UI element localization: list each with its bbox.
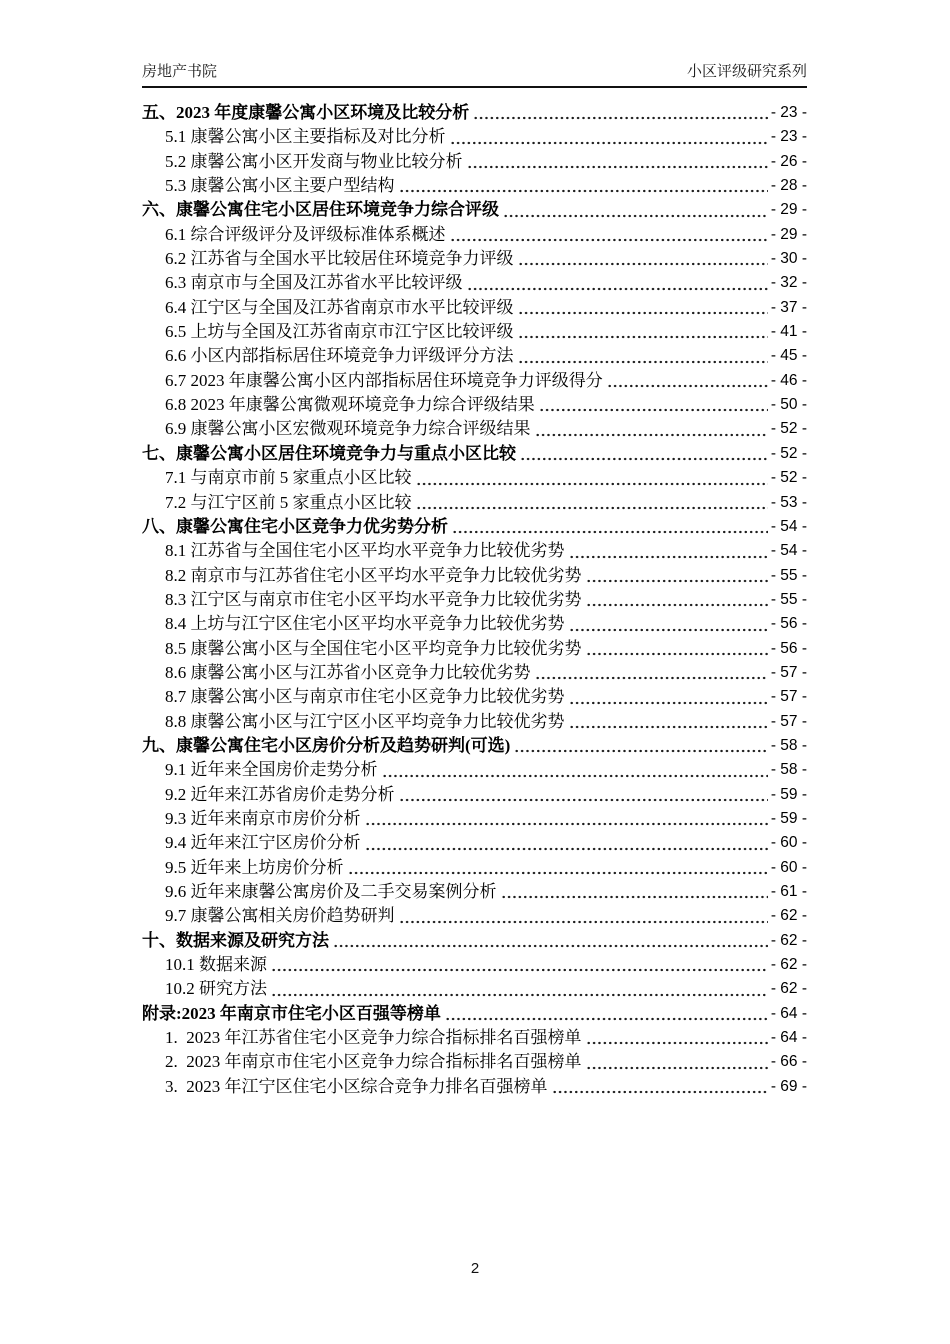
dot-leader bbox=[586, 1026, 768, 1050]
toc-entry-label: 6.5 上坊与全国及江苏省南京市江宁区比较评级 bbox=[165, 322, 514, 342]
toc-entry[interactable] bbox=[142, 296, 807, 320]
toc-entry-page: - 62 - bbox=[770, 907, 807, 925]
dot-leader bbox=[501, 880, 768, 904]
toc-entry-label: 9.1 近年来全国房价走势分析 bbox=[165, 760, 378, 780]
dot-leader bbox=[535, 417, 768, 441]
toc-entry[interactable] bbox=[142, 588, 807, 612]
toc-entry[interactable] bbox=[142, 1002, 807, 1026]
toc-entry[interactable] bbox=[142, 466, 807, 490]
page-footer bbox=[0, 1260, 950, 1277]
toc-entry-page: - 41 - bbox=[770, 323, 807, 341]
toc-entry[interactable] bbox=[142, 929, 807, 953]
dot-leader bbox=[586, 564, 768, 588]
toc-entry[interactable] bbox=[142, 685, 807, 709]
toc-entry[interactable] bbox=[142, 271, 807, 295]
toc-entry-page: - 64 - bbox=[770, 1029, 807, 1047]
toc-entry-page: - 57 - bbox=[770, 688, 807, 706]
toc-entry-page: - 58 - bbox=[770, 761, 807, 779]
toc-entry-label: 8.2 南京市与江苏省住宅小区平均水平竞争力比较优劣势 bbox=[165, 565, 582, 585]
toc-entry-page: - 45 - bbox=[770, 347, 807, 365]
toc-entry-label: 八、康馨公寓住宅小区竞争力优劣势分析 bbox=[142, 516, 448, 536]
header-right-title: 小区评级研究系列 bbox=[686, 63, 807, 80]
toc-entry-label: 十、数据来源及研究方法 bbox=[142, 930, 329, 950]
toc-entry-label: 8.6 康馨公寓小区与江苏省小区竞争力比较优劣势 bbox=[165, 662, 531, 682]
dot-leader bbox=[569, 710, 768, 734]
toc-entry[interactable] bbox=[142, 783, 807, 807]
dot-leader bbox=[399, 783, 768, 807]
toc-entry-page: - 66 - bbox=[770, 1053, 807, 1071]
toc-entry-label: 6.9 康馨公寓小区宏微观环境竞争力综合评级结果 bbox=[165, 419, 531, 439]
toc-entry-label: 九、康馨公寓住宅小区房价分析及趋势研判(可选) bbox=[142, 735, 511, 755]
dot-leader bbox=[535, 661, 768, 685]
toc-entry[interactable] bbox=[142, 953, 807, 977]
dot-leader bbox=[552, 1075, 768, 1099]
dot-leader bbox=[450, 223, 768, 247]
toc-entry-page: - 58 - bbox=[770, 736, 807, 754]
toc-entry-page: - 60 - bbox=[770, 834, 807, 852]
toc-entry[interactable] bbox=[142, 880, 807, 904]
toc-entry-label: 8.7 康馨公寓小区与南京市住宅小区竞争力比较优劣势 bbox=[165, 687, 565, 707]
toc-entry-label: 9.5 近年来上坊房价分析 bbox=[165, 857, 344, 877]
toc-entry[interactable] bbox=[142, 491, 807, 515]
toc-entry-page: - 28 - bbox=[770, 177, 807, 195]
dot-leader bbox=[382, 758, 768, 782]
dot-leader bbox=[518, 344, 768, 368]
toc-entry-page: - 50 - bbox=[770, 396, 807, 414]
toc-entry-label: 9.2 近年来江苏省房价走势分析 bbox=[165, 784, 395, 804]
toc-entry-page: - 55 - bbox=[770, 590, 807, 608]
toc-entry-page: - 29 - bbox=[770, 225, 807, 243]
toc-entry[interactable] bbox=[142, 904, 807, 928]
toc-entry[interactable] bbox=[142, 564, 807, 588]
toc-entry-page: - 52 - bbox=[770, 444, 807, 462]
toc-entry[interactable] bbox=[142, 758, 807, 782]
toc-entry-page: - 46 - bbox=[770, 371, 807, 389]
toc-entry-label: 七、康馨公寓小区居住环境竞争力与重点小区比较 bbox=[142, 443, 516, 463]
dot-leader bbox=[348, 856, 768, 880]
dot-leader bbox=[333, 929, 768, 953]
toc-entry-page: - 52 - bbox=[770, 469, 807, 487]
dot-leader bbox=[586, 1050, 768, 1074]
toc-entry[interactable] bbox=[142, 831, 807, 855]
toc-entry-page: - 54 - bbox=[770, 542, 807, 560]
toc-entry-page: - 60 - bbox=[770, 858, 807, 876]
dot-leader bbox=[399, 174, 768, 198]
toc-entry-label: 8.1 江苏省与全国住宅小区平均水平竞争力比较优劣势 bbox=[165, 541, 565, 561]
toc-entry-page: - 59 - bbox=[770, 809, 807, 827]
toc-entry-page: - 54 - bbox=[770, 517, 807, 535]
toc-entry[interactable] bbox=[142, 393, 807, 417]
toc-entry-label: 7.2 与江宁区前 5 家重点小区比较 bbox=[165, 492, 412, 512]
toc-entry-label: 9.6 近年来康馨公寓房价及二手交易案例分析 bbox=[165, 882, 497, 901]
toc-entry-page: - 56 - bbox=[770, 639, 807, 657]
dot-leader bbox=[518, 296, 768, 320]
toc-entry-page: - 23 - bbox=[770, 104, 807, 121]
toc-entry[interactable] bbox=[142, 1026, 807, 1050]
dot-leader bbox=[271, 953, 768, 977]
toc-entry-page: - 26 - bbox=[770, 152, 807, 170]
toc-entry-label: 5.1 康馨公寓小区主要指标及对比分析 bbox=[165, 127, 446, 147]
toc-entry-page: - 61 - bbox=[770, 883, 807, 900]
dot-leader bbox=[467, 150, 768, 174]
toc-entry-page: - 59 - bbox=[770, 785, 807, 803]
dot-leader bbox=[452, 515, 768, 539]
toc-entry-page: - 23 - bbox=[770, 128, 807, 146]
toc-entry-label: 6.4 江宁区与全国及江苏省南京市水平比较评级 bbox=[165, 297, 514, 317]
toc-entry-page: - 32 - bbox=[770, 274, 807, 292]
dot-leader bbox=[518, 247, 768, 271]
toc-entry[interactable] bbox=[142, 174, 807, 198]
toc-entry[interactable] bbox=[142, 442, 807, 466]
dot-leader bbox=[271, 977, 768, 1001]
toc-entry-page: - 62 - bbox=[770, 980, 807, 998]
toc-entry[interactable] bbox=[142, 198, 807, 222]
toc-entry[interactable] bbox=[142, 661, 807, 685]
toc-entry-page: - 57 - bbox=[770, 663, 807, 681]
toc-entry[interactable] bbox=[142, 856, 807, 880]
toc-entry-label: 3. 2023 年江宁区住宅小区综合竞争力排名百强榜单 bbox=[165, 1076, 548, 1096]
toc-entry[interactable] bbox=[142, 150, 807, 174]
dot-leader bbox=[503, 198, 768, 222]
toc-entry[interactable] bbox=[142, 1050, 807, 1074]
toc-entry-label: 9.3 近年来南京市房价分析 bbox=[165, 808, 361, 828]
dot-leader bbox=[365, 807, 768, 831]
toc-entry-label: 8.4 上坊与江宁区住宅小区平均水平竞争力比较优劣势 bbox=[165, 614, 565, 634]
dot-leader bbox=[586, 637, 768, 661]
toc-entry-label: 6.2 江苏省与全国水平比较居住环境竞争力评级 bbox=[165, 249, 514, 269]
toc-entry[interactable] bbox=[142, 637, 807, 661]
toc-entry-page: - 64 - bbox=[770, 1004, 807, 1022]
toc-entry[interactable] bbox=[142, 247, 807, 271]
toc-entry-label: 6.7 2023 年康馨公寓小区内部指标居住环境竞争力评级得分 bbox=[165, 370, 603, 390]
toc-entry-page: - 29 - bbox=[770, 201, 807, 219]
dot-leader bbox=[514, 734, 767, 758]
toc-entry[interactable] bbox=[142, 539, 807, 563]
dot-leader bbox=[399, 904, 768, 928]
toc-entry[interactable] bbox=[142, 125, 807, 149]
toc-entry[interactable] bbox=[142, 223, 807, 247]
toc-entry[interactable] bbox=[142, 101, 807, 125]
toc-entry[interactable] bbox=[142, 344, 807, 368]
toc-entry-label: 10.2 研究方法 bbox=[165, 979, 267, 999]
toc-entry[interactable] bbox=[142, 417, 807, 441]
dot-leader bbox=[520, 442, 768, 466]
dot-leader bbox=[586, 588, 768, 612]
toc-entry-label: 10.1 数据来源 bbox=[165, 955, 267, 975]
toc-entry-label: 2. 2023 年南京市住宅小区竞争力综合指标排名百强榜单 bbox=[165, 1052, 582, 1072]
toc-entry-page: - 69 - bbox=[770, 1077, 807, 1095]
page-header bbox=[142, 60, 807, 88]
toc-entry[interactable] bbox=[142, 515, 807, 539]
toc-entry-page: - 62 - bbox=[770, 931, 807, 949]
dot-leader bbox=[416, 491, 768, 515]
toc-entry-label: 6.1 综合评级评分及评级标准体系概述 bbox=[165, 224, 446, 244]
toc-entry-label: 7.1 与南京市前 5 家重点小区比较 bbox=[165, 468, 412, 488]
dot-leader bbox=[607, 369, 768, 393]
dot-leader bbox=[473, 101, 768, 125]
toc-entry[interactable] bbox=[142, 612, 807, 636]
dot-leader bbox=[518, 320, 768, 344]
toc-entry-label: 8.3 江宁区与南京市住宅小区平均水平竞争力比较优劣势 bbox=[165, 589, 582, 609]
toc-entry-label: 8.8 康馨公寓小区与江宁区小区平均竞争力比较优劣势 bbox=[165, 711, 565, 731]
toc-entry-label: 8.5 康馨公寓小区与全国住宅小区平均竞争力比较优劣势 bbox=[165, 638, 582, 658]
dot-leader bbox=[467, 271, 768, 295]
dot-leader bbox=[416, 466, 768, 490]
toc-entry[interactable] bbox=[142, 1075, 807, 1099]
toc-entry-page: - 30 - bbox=[770, 250, 807, 268]
toc-entry-page: - 55 - bbox=[770, 566, 807, 584]
toc-entry-label: 5.2 康馨公寓小区开发商与物业比较分析 bbox=[165, 151, 463, 171]
toc-entry-label: 6.6 小区内部指标居住环境竞争力评级评分方法 bbox=[165, 346, 514, 366]
dot-leader bbox=[569, 539, 768, 563]
toc-list bbox=[142, 101, 807, 1099]
toc-entry-label: 六、康馨公寓住宅小区居住环境竞争力综合评级 bbox=[142, 200, 499, 220]
toc-entry-page: - 52 - bbox=[770, 420, 807, 438]
dot-leader bbox=[365, 831, 768, 855]
toc-entry-label: 五、2023 年度康馨公寓小区环境及比较分析 bbox=[142, 103, 470, 122]
header-left-title: 房地产书院 bbox=[142, 63, 218, 80]
toc-entry-label: 9.4 近年来江宁区房价分析 bbox=[165, 833, 361, 853]
footer-page-number: 2 bbox=[470, 1260, 480, 1277]
dot-leader bbox=[450, 125, 768, 149]
toc-entry-page: - 62 - bbox=[770, 956, 807, 974]
dot-leader bbox=[569, 612, 768, 636]
dot-leader bbox=[569, 685, 768, 709]
toc-entry-label: 6.3 南京市与全国及江苏省水平比较评级 bbox=[165, 273, 463, 293]
toc-entry-page: - 53 - bbox=[770, 493, 807, 511]
toc-entry-label: 9.7 康馨公寓相关房价趋势研判 bbox=[165, 906, 395, 926]
toc-entry-page: - 37 - bbox=[770, 298, 807, 316]
dot-leader bbox=[539, 393, 768, 417]
toc-entry-label: 1. 2023 年江苏省住宅小区竞争力综合指标排名百强榜单 bbox=[165, 1028, 582, 1048]
toc-entry-label: 6.8 2023 年康馨公寓微观环境竞争力综合评级结果 bbox=[165, 395, 535, 415]
toc-entry[interactable] bbox=[142, 807, 807, 831]
toc-entry[interactable] bbox=[142, 369, 807, 393]
toc-entry-label: 5.3 康馨公寓小区主要户型结构 bbox=[165, 176, 395, 196]
toc-entry-page: - 57 - bbox=[770, 712, 807, 730]
toc-entry[interactable] bbox=[142, 734, 807, 758]
toc-entry[interactable] bbox=[142, 977, 807, 1001]
toc-entry[interactable] bbox=[142, 320, 807, 344]
dot-leader bbox=[445, 1002, 768, 1026]
toc-entry[interactable] bbox=[142, 710, 807, 734]
toc-entry-label: 附录:2023 年南京市住宅小区百强等榜单 bbox=[142, 1003, 441, 1023]
toc-entry-page: - 56 - bbox=[770, 615, 807, 633]
